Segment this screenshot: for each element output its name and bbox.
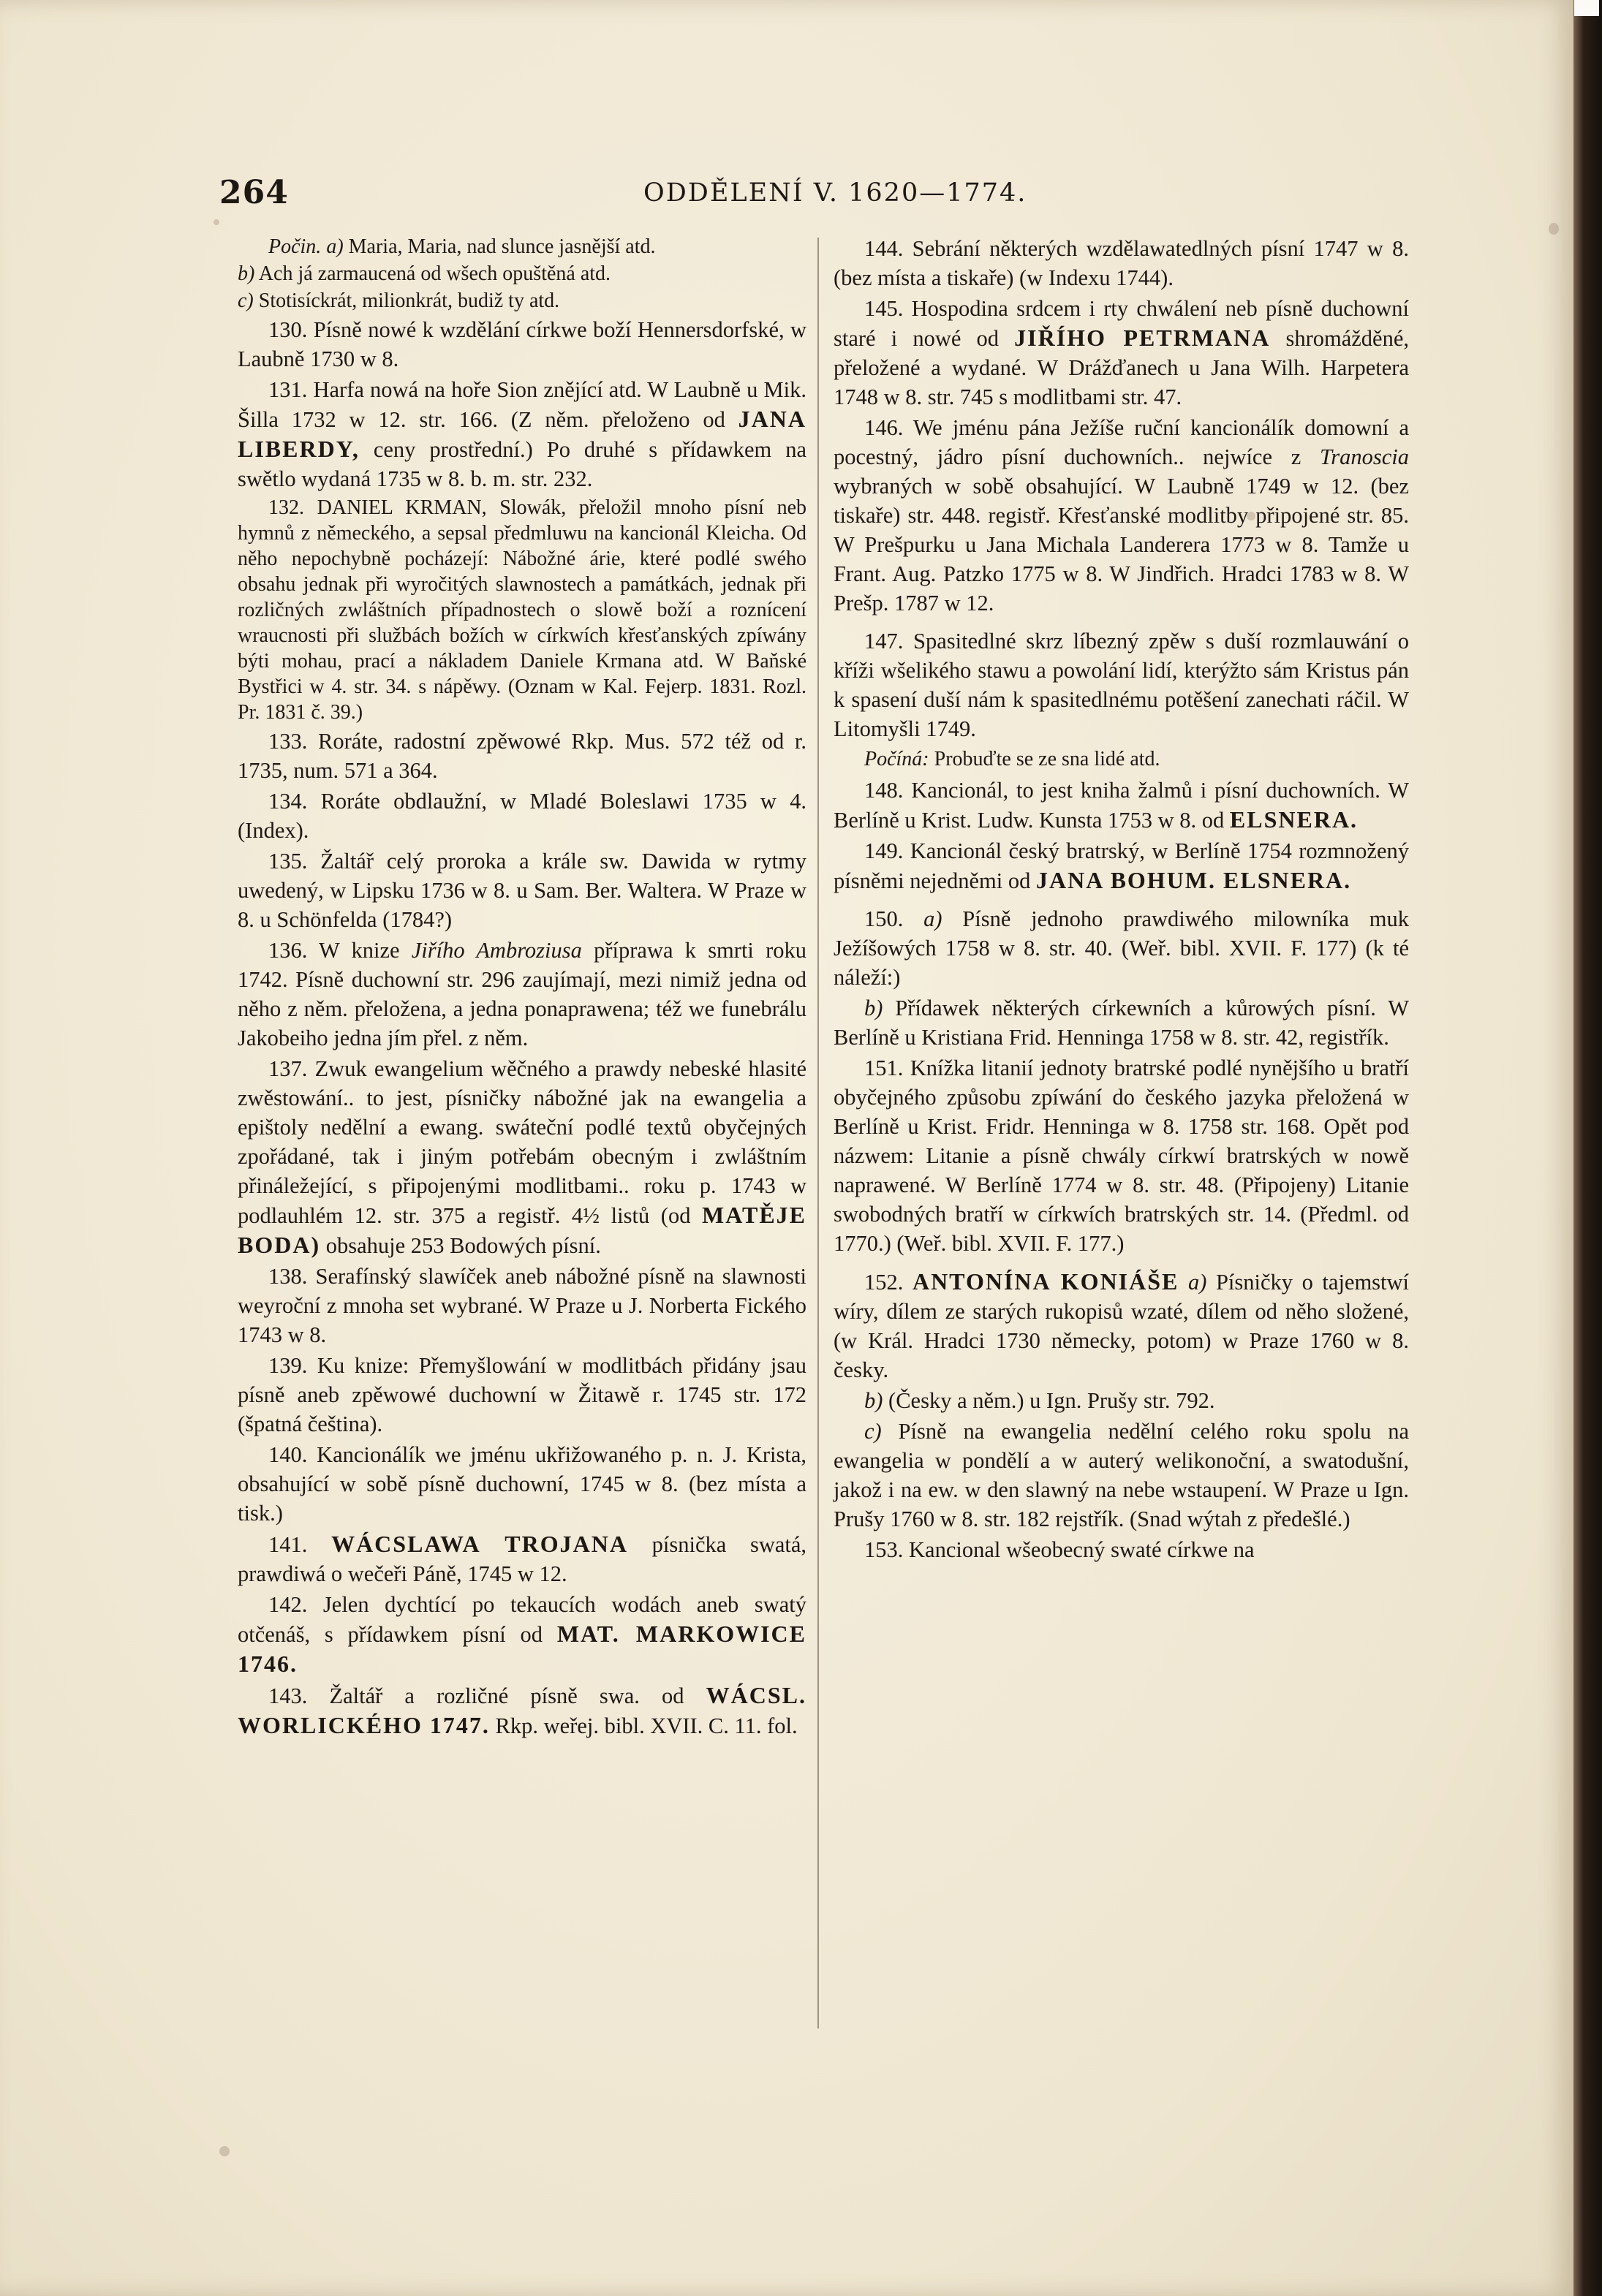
entry-text: 148. Kancionál, to jest kniha žalmů i písní duchowních. W Berlíně u Krist. Ludw. Kunsta 1753 w 8. od (834, 778, 1409, 833)
entry-131 (238, 375, 806, 493)
entry-text: 137. Zwuk ewangelium wěčného a prawdy nebeské hlasité zwěstowání.. to jest, písničky nábožné jak na ewangelia a epištoly nedělní a ewang. swáteční podlé textů obyčejných zpořádané, tak i jiným potřebám obecným i zwláštním přináležející, s připojenými modlitbami.. roku p. 1743 w podlauhlém 12. str. 375 a registř. 4½ listů (od (238, 1056, 806, 1228)
paper-spot (219, 2146, 230, 2156)
sub-letter: b) (864, 1388, 883, 1413)
entry-149 (834, 836, 1409, 895)
page-header (219, 174, 1408, 218)
entry-text: 145. Hospodina srdcem i rty chwálení neb písně duchowní staré i nowé od (834, 296, 1409, 351)
incipit-text: Probuďte se ze sna lidé atd. (934, 748, 1160, 770)
entry-135: 135. Žaltář celý proroka a krále sw. Dawida w rytmy uwedený, w Lipsku 1736 w 8. u Sam. Ber. Waltera. W Praze w 8. u Schönfelda (1784?) (238, 849, 806, 932)
entry-139: 139. Ku knize: Přemyšlowání w modlitbách přidány jsau písně aneb zpěwowé duchowní w Žitawě r. 1745 str. 172 (špatná čeština). (238, 1353, 806, 1436)
entry-text: 131. Harfa nowá na hoře Sion znějící atd. W Laubně u Mik. Šilla 1732 w 12. str. 166. (Z něm. přeloženo od (238, 377, 806, 432)
author-name: JANA BOHUM. ELSNERA. (1036, 867, 1352, 893)
incipit-a (238, 234, 806, 259)
sub-letter: b) (864, 996, 883, 1020)
entry-text: 149. Kancionál český bratrský, w Berlíně 1754 rozmnožený písněmi nejedněmi od (834, 838, 1409, 893)
right-column (834, 234, 1409, 1566)
paper-spot (1247, 512, 1255, 520)
author-name: MATĚJE BODA) (238, 1202, 807, 1258)
entry-146 (834, 413, 1409, 618)
entry-148 (834, 776, 1409, 835)
incipit-text: Ach já zarmaucená od wšech opuštěná atd. (258, 262, 611, 285)
entry-140: 140. Kancionálík we jménu ukřižowaného p. n. J. Krista, obsahující w sobě písně duchowní, 1745 w 8. (bez místa a tisk.) (238, 1442, 806, 1526)
entry-132: 132. DANIEL KRMAN, Slowák, přeložil mnoho písní neb hymnů z německého, a sepsal předmluwu na kancionál Kleicha. Od něho nepochybně pocházejí: Nábožné árie, které podlé swého obsahu jednak při wyročitých slawnostech a památkách, jednak při rozličných zwláštních případnostech o slowě boží a roznícení wraucnosti při službách božích w církwích křesťanských zpíwány býti mohau, prací a nákladem Daniele Krmana atd. W Baňské Bystřici w 4. str. 34. s nápěwy. (Oznam w Kal. Fejerp. 1831. Rozl. Pr. 1831 č. 39.) (238, 496, 806, 724)
entry-150b (834, 993, 1409, 1052)
entry-143 (238, 1681, 806, 1740)
author-name: Jiřího Ambroziusa (411, 938, 582, 963)
entry-153: 153. Kancional wšeobecný swaté církwe na (864, 1537, 1255, 1562)
author-name: ELSNERA. (1229, 806, 1359, 833)
paper-spot (1549, 223, 1559, 235)
book-edge (1573, 0, 1602, 2296)
left-column (238, 234, 806, 1742)
entry-136 (238, 936, 806, 1053)
incipit-b (238, 261, 806, 287)
incipit-c (238, 288, 806, 314)
author-name: JIŘÍHO PETRMANA (1014, 325, 1271, 351)
entry-138: 138. Serafínský slawíček aneb nábožné písně na slawnosti weyroční z mnoha set wybrané. W Praze u J. Norberta Fického 1743 w 8. (238, 1264, 806, 1347)
author-name: WÁCSLAWA TROJANA (331, 1531, 628, 1557)
author-name: MAT. MARKOWICE 1746. (238, 1621, 807, 1677)
entry-133: 133. Roráte, radostní zpěwowé Rkp. Mus. 572 též od r. 1735, num. 571 a 364. (238, 729, 806, 783)
entry-text: písnička swatá, prawdiwá o wečeři Páně, 1745 w 12. (238, 1532, 807, 1586)
entry-147: 147. Spasitedlné skrz líbezný zpěw s duší rozmlauwání o kříži wšelikého stawu a powolání lidí, kterýžto sám Kristus pán k spasení duší nám k spasitedlnému potěšení zanechati ráčil. W Litomyšli 1749. (834, 629, 1409, 741)
entry-142 (238, 1590, 806, 1679)
incipit-letter: a) (326, 235, 344, 258)
sub-letter: a) (1187, 1270, 1207, 1295)
entry-text: 142. Jelen dychtící po tekaucích wodách aneb swatý otčenáš, s přídawkem písní od (238, 1592, 806, 1647)
author-name: ANTONÍNA KONIÁŠE (912, 1268, 1179, 1295)
incipit-text: Stotisíckrát, milionkrát, budiž ty atd. (258, 289, 560, 312)
entry-text: shromážděné, přeložené a wydané. W Drážďanech u Jana Wilh. Harpetera 1748 w 8. str. 745 s modlitbami str. 47. (834, 326, 1410, 409)
entry-text: (Česky a něm.) u Ign. Prušy str. 792. (888, 1388, 1215, 1413)
incipit-letter: c) (238, 289, 254, 312)
author-name: JANA LIBERDY, (238, 406, 806, 462)
entry-144: 144. Sebrání některých wzdělawatedlných písní 1747 w 8. (bez místa a tiskaře) (w Indexu 1744). (834, 236, 1409, 290)
entry-text: Písně na ewangelia nedělní celého roku spolu na ewangelia w pondělí a w auterý welikonoční, a swatodušní, jakož i na ew. w den slawný na nebe wstaupení. W Praze u Ign. Prušy 1760 w 8. str. 182 rejstřík. (Snad wýtah z předešlé.) (834, 1419, 1410, 1531)
entry-text: příprawa k smrti roku 1742. Písně duchowní str. 296 zaujímají, mezi nimiž jedna od něho z něm. přeložena, a jedna ponaprawena; též we funebrálu Jakobeiho jedna jím přel. z něm. (238, 938, 807, 1050)
source-name: Tranoscia (1319, 444, 1410, 469)
scan-corner (1574, 0, 1599, 16)
entry-141 (238, 1529, 806, 1588)
incipit-letter: b) (238, 262, 255, 285)
entry-text: obsahuje 253 Bodowých písní. (325, 1233, 601, 1258)
author-name: WÁCSL. WORLICKÉHO 1747. (238, 1682, 806, 1738)
entry-150a (834, 904, 1409, 992)
entry-text: ceny prostřední.) Po druhé s přídawkem na swětlo wydaná 1735 w 8. b. m. str. 232. (238, 437, 807, 491)
incipit-label: Počin. (268, 235, 322, 258)
entry-text: wybraných w sobě obsahující. W Laubně 1749 w 12. (bez tiskaře) str. 448. registř. Křesťanské modlitby připojené str. 85. W Prešpurku u Jana Michala Landerera 1773 w 8. Tamže u Frant. Aug. Patzko 1775 w 8. W Jindřich. Hradci 1783 w 8. W Prešp. 1787 w 12. (834, 474, 1409, 615)
entry-130: 130. Písně nowé k wzdělání církwe boží Hennersdorfské, w Laubně 1730 w 8. (238, 317, 806, 371)
entry-text: Písničky o tajemstwí wíry, dílem ze starých rukopisů wzaté, dílem od něho složené, (w Král. Hradci 1730 německy, potom) w Praze 1760 w 8. česky. (834, 1270, 1410, 1382)
entry-text: 146. We jménu pána Ježíše ruční kancionálík domowní a pocestný, jádro písní duchowních.. nejwíce z (834, 415, 1409, 469)
entry-number: 152. (864, 1270, 904, 1295)
incipit-147 (834, 745, 1409, 774)
entry-number: 150. (864, 906, 904, 931)
sub-letter: a) (923, 906, 942, 931)
entry-text: Písně jednoho prawdiwého milowníka muk Ježíšowých 1758 w 8. str. 40. (Weř. bibl. XVII. F. 177) (k té náleží:) (834, 906, 1409, 990)
entry-152a (834, 1267, 1409, 1384)
column-divider (817, 238, 819, 2028)
sub-letter: c) (864, 1419, 882, 1444)
incipit-text: Maria, Maria, nad slunce jasnější atd. (348, 235, 656, 258)
entry-text: Rkp. weřej. bibl. XVII. C. 11. fol. (495, 1713, 798, 1738)
paper-spot (214, 219, 219, 225)
entry-number: 141. (268, 1532, 308, 1557)
entry-134: 134. Roráte obdlaužní, w Mladé Boleslawi 1735 w 4. (Index). (238, 789, 806, 843)
entry-137 (238, 1054, 806, 1260)
entry-152c (834, 1417, 1409, 1534)
entry-152b (834, 1386, 1409, 1415)
entry-text: 136. W knize (268, 938, 400, 963)
page-number: 264 (219, 174, 289, 211)
incipit-label: Počíná: (864, 748, 929, 770)
entry-text: Přídawek některých církewních a kůrowých písní. W Berlíně u Kristiana Frid. Henninga 1758 w 8. str. 42, registřík. (834, 996, 1409, 1050)
running-head: ODDĚLENÍ V. 1620—1774. (643, 178, 1027, 208)
entry-145 (834, 294, 1409, 412)
entry-151: 151. Knížka litanií jednoty bratrské podlé nynějšího u bratří obyčejného způsobu zpíwání do českého jazyka přeložená w Berlíně u Krist. Fridr. Henninga w 8. 1758 str. 168. Opět pod názwem: Litanie a písně chwály církwí bratrských w nowě naprawené. W Berlíně 1774 w 8. str. 48. (Připojeny) Litanie swobodných bratří w církwích bratrských str. 14. (Předml. od 1770.) (Weř. bibl. XVII. F. 177.) (834, 1056, 1409, 1256)
entry-text: 143. Žaltář a rozličné písně swa. od (268, 1683, 684, 1708)
